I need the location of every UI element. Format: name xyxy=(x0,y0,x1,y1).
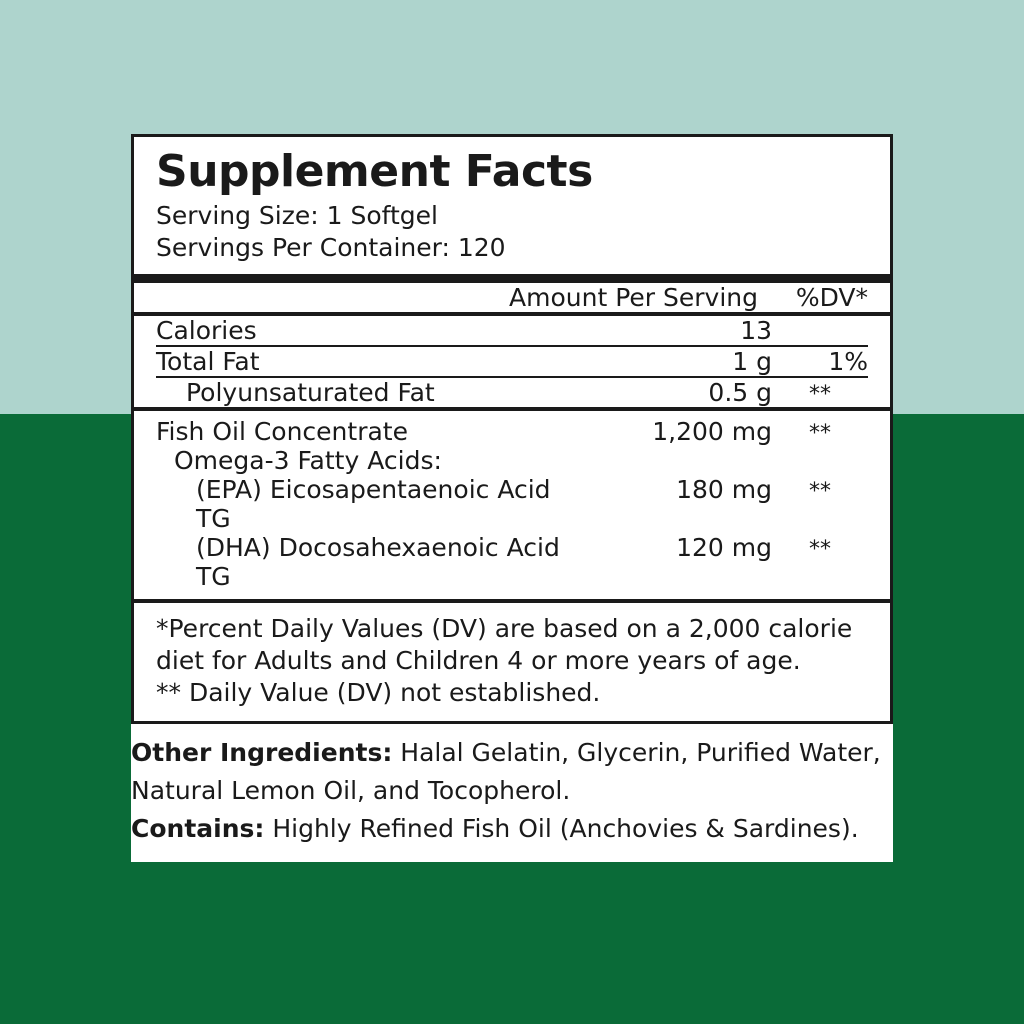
contains-line xyxy=(131,810,893,848)
footnote-line-1: *Percent Daily Values (DV) are based on a 2,000 calorie xyxy=(156,614,853,644)
row-amount: 1,200 mg xyxy=(652,417,772,447)
header-percent-dv: %DV* xyxy=(795,283,868,313)
nutrition-rows-main xyxy=(134,411,890,603)
title-block xyxy=(134,147,890,283)
row-dv: ** xyxy=(809,382,831,408)
row-label: Fish Oil Concentrate xyxy=(156,417,408,447)
serving-size: Serving Size: 1 Softgel xyxy=(156,201,438,231)
header-amount-per-serving: Amount Per Serving xyxy=(509,283,758,313)
other-ingredients-line xyxy=(131,734,893,810)
row-label: Polyunsaturated Fat xyxy=(186,378,435,408)
servings-per-container: Servings Per Container: 120 xyxy=(156,233,506,263)
footnote-block xyxy=(134,603,890,721)
row-label: Calories xyxy=(156,316,562,346)
other-ingredients-text: Halal Gelatin, Glycerin, Purified Water, Natural Lemon Oil, and Tocopherol. xyxy=(131,738,881,806)
contains-label: Contains: xyxy=(131,814,265,844)
row-amount: 0.5 g xyxy=(708,378,772,408)
row-label: (EPA) Eicosapentaenoic Acid TG xyxy=(196,475,551,534)
contains-text: Highly Refined Fish Oil (Anchovies & Sardines). xyxy=(264,814,859,844)
other-ingredients-block xyxy=(131,724,893,862)
row-dv xyxy=(772,446,868,475)
footnote-line-3: ** Daily Value (DV) not established. xyxy=(156,678,601,708)
other-ingredients-label: Other Ingredients: xyxy=(131,738,393,768)
row-label: (DHA) Docosahexaenoic Acid TG xyxy=(196,533,560,592)
row-amount xyxy=(562,446,772,475)
table-row xyxy=(156,316,868,346)
row-amount: 120 mg xyxy=(676,533,772,563)
row-label: Omega-3 Fatty Acids: xyxy=(174,446,442,476)
table-row xyxy=(156,533,868,591)
table-row xyxy=(156,377,868,407)
row-dv: 1% xyxy=(772,346,868,377)
table-row xyxy=(156,417,868,446)
row-dv xyxy=(772,316,868,346)
column-headers xyxy=(134,283,890,316)
footnote-line-2: diet for Adults and Children 4 or more years of age. xyxy=(156,646,801,676)
page-title: Supplement Facts xyxy=(156,146,593,197)
row-amount: 1 g xyxy=(562,346,772,377)
row-amount: 13 xyxy=(562,316,772,346)
row-dv: ** xyxy=(809,421,831,447)
supplement-facts-panel xyxy=(131,134,893,862)
row-dv: ** xyxy=(809,537,831,563)
table-row xyxy=(156,346,868,377)
supplement-facts-box xyxy=(131,134,893,724)
table-row xyxy=(156,475,868,533)
row-amount: 180 mg xyxy=(676,475,772,505)
table-row xyxy=(156,446,868,475)
row-dv: ** xyxy=(809,479,831,505)
nutrition-rows-top xyxy=(134,316,890,411)
row-label: Total Fat xyxy=(156,346,562,377)
